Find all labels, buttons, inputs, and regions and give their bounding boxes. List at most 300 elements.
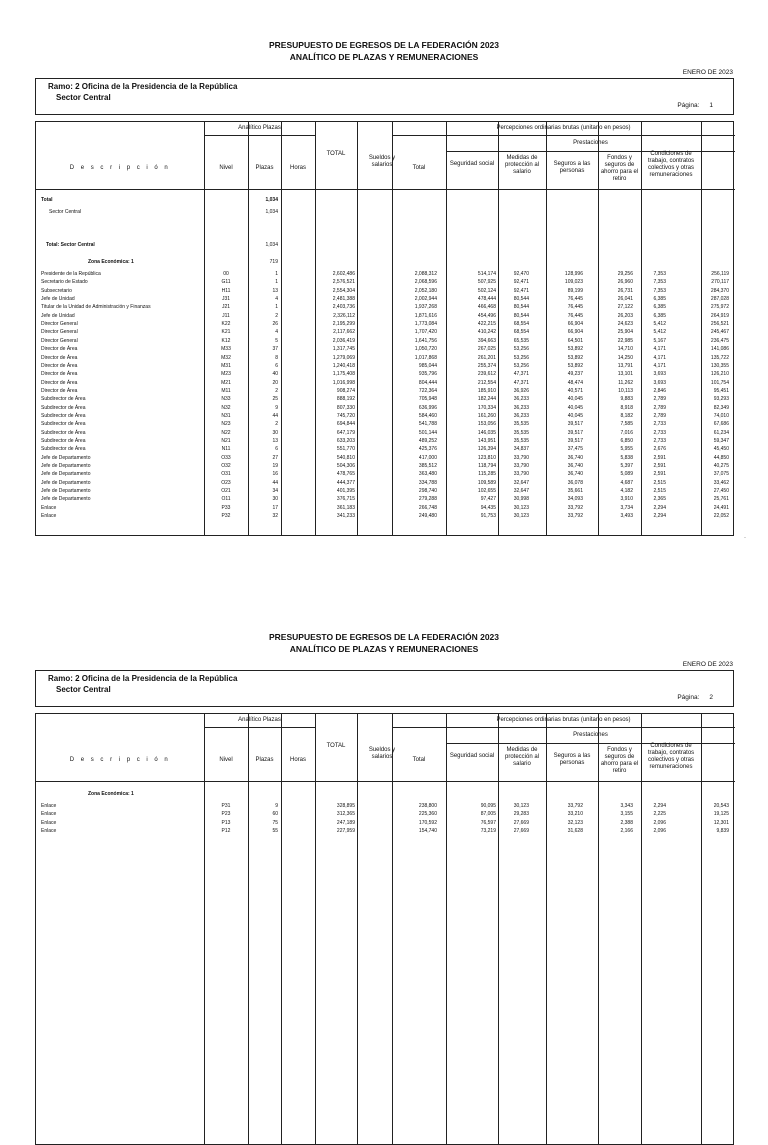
row-value: 47,371	[513, 379, 529, 386]
col-total: TOTAL	[326, 151, 346, 157]
row-description: Enlace	[41, 513, 57, 520]
row-description: Enlace	[41, 504, 57, 511]
col-sueldos: Sueldos y salarios	[368, 155, 396, 168]
report-date: ENERO DE 2023	[682, 69, 733, 76]
row-value: 633,203	[336, 438, 355, 444]
row-description: Subdirector de Área	[41, 429, 86, 436]
col-percepciones: Percepciones ordinarias brutas (unitario en pesos)	[496, 717, 631, 723]
table-row	[36, 504, 735, 512]
report-title: PRESUPUESTO DE EGRESOS DE LA FEDERACIÓN 2023	[268, 40, 500, 50]
row-value: 27	[272, 454, 278, 461]
row-description: Subdirector de Área	[41, 412, 86, 419]
table-row	[36, 420, 735, 428]
row-nivel: P31	[221, 803, 231, 809]
row-value: 25,761	[713, 496, 729, 503]
row-value: 182,244	[477, 396, 496, 403]
col-condiciones: Condiciones de trabajo, contratos colectivos y otras remuneraciones	[647, 743, 695, 770]
col-sueldos: Sueldos y salarios	[368, 747, 396, 760]
row-value: 264,919	[710, 312, 729, 319]
table-row	[36, 278, 735, 286]
row-value: 7,353	[653, 287, 666, 294]
row-value: 636,996	[418, 404, 437, 411]
row-value: 26,731	[617, 287, 633, 294]
row-value: 466,468	[477, 304, 496, 311]
row-description: Director de Área	[41, 387, 78, 394]
row-value: 478,444	[477, 296, 496, 303]
col-fondos: Fondos y seguros de ahorro para el retiro	[600, 747, 639, 774]
ramo-box	[35, 670, 734, 707]
row-value: 1,773,084	[414, 321, 437, 328]
row-value: 33,792	[567, 504, 583, 511]
row-value: 39,517	[567, 429, 583, 436]
row-value: 34,837	[513, 446, 529, 453]
row-value: 39,517	[567, 421, 583, 428]
col-horas: Horas	[289, 165, 306, 171]
row-value: 425,376	[418, 446, 437, 453]
total-sector-label: Total: Sector Central	[46, 242, 95, 248]
table-row	[36, 287, 735, 295]
col-ptotal: Total	[412, 165, 426, 171]
row-value: 312,365	[336, 811, 355, 818]
row-description: Enlace	[41, 811, 57, 818]
row-value: 745,720	[336, 412, 355, 419]
row-value: 27,450	[713, 488, 729, 495]
row-nivel: P13	[221, 819, 231, 826]
row-value: 76,597	[480, 819, 496, 826]
row-value: 92,470	[513, 271, 529, 277]
row-value: 507,925	[477, 279, 496, 286]
zona-row	[36, 258, 735, 266]
row-value: 13,101	[617, 371, 633, 378]
row-value: 68,554	[513, 321, 529, 328]
row-value: 154,740	[418, 828, 437, 835]
row-value: 5,397	[620, 463, 633, 470]
row-value: 126,394	[477, 446, 496, 453]
page-number: Página: 1	[677, 102, 713, 109]
zona-label: Zona Económica: 1	[88, 791, 134, 797]
table-row	[36, 328, 735, 336]
row-value: 363,480	[418, 471, 437, 478]
row-value: 239,612	[477, 371, 496, 378]
row-value: 2,789	[653, 412, 666, 419]
row-value: 91,753	[480, 513, 496, 520]
report-title: PRESUPUESTO DE EGRESOS DE LA FEDERACIÓN 2023	[268, 632, 500, 642]
row-value: 270,117	[711, 279, 729, 286]
row-value: 126,210	[710, 371, 729, 378]
row-description: Jefe de Departamento	[41, 479, 91, 486]
table-row	[36, 362, 735, 370]
row-value: 2,591	[653, 454, 666, 461]
table-row	[36, 437, 735, 445]
row-value: 66,904	[567, 329, 583, 336]
row-value: 410,242	[477, 329, 496, 336]
row-value: 1	[275, 271, 278, 277]
row-nivel: M21	[221, 379, 231, 386]
row-value: 109,589	[477, 479, 496, 486]
row-value: 123,810	[477, 454, 496, 461]
row-value: 33,790	[513, 463, 529, 470]
row-nivel: M32	[221, 354, 231, 361]
row-value: 53,892	[567, 362, 583, 369]
row-value: 3,910	[620, 496, 633, 503]
row-value: 2,515	[653, 488, 666, 495]
row-value: 27,669	[513, 828, 529, 835]
row-value: 80,544	[513, 312, 529, 319]
row-description: Jefe de Departamento	[41, 471, 91, 478]
row-value: 40,045	[567, 412, 583, 419]
row-value: 53,892	[567, 346, 583, 353]
row-value: 6,385	[653, 312, 666, 319]
row-value: 45,450	[713, 446, 729, 453]
data-table	[35, 713, 734, 1145]
row-value: 7,353	[653, 279, 666, 286]
table-row	[36, 303, 735, 311]
row-value: 328,895	[336, 803, 355, 809]
row-value: 2,846	[653, 387, 666, 394]
row-value: 82,349	[713, 404, 729, 411]
row-value: 361,183	[336, 504, 355, 511]
row-nivel: O21	[221, 488, 231, 495]
row-description: Enlace	[41, 803, 57, 809]
col-seguridad: Seguridad social	[449, 161, 495, 167]
col-nivel: Nivel	[219, 757, 233, 763]
row-value: 92,471	[513, 287, 529, 294]
row-value: 48,474	[567, 379, 583, 386]
row-value: 35,535	[513, 438, 529, 444]
row-value: 95,451	[713, 387, 729, 394]
page-mark: ·	[744, 535, 746, 541]
row-description: Subdirector de Área	[41, 421, 86, 428]
row-value: 2,481,388	[332, 296, 355, 303]
row-value: 33,790	[513, 471, 529, 478]
col-descripcion: D e s c r i p c i ó n	[69, 165, 171, 171]
row-value: 53,892	[567, 354, 583, 361]
summary-sector-row	[36, 208, 735, 216]
ramo-label: Ramo: 2 Oficina de la Presidencia de la República	[48, 674, 238, 683]
row-nivel: N23	[221, 421, 231, 428]
row-description: Director de Área	[41, 362, 78, 369]
row-value: 161,260	[477, 412, 496, 419]
table-row	[36, 810, 735, 818]
row-value: 2,733	[653, 429, 666, 436]
row-value: 59,347	[713, 438, 729, 444]
row-value: 76,445	[567, 312, 583, 319]
row-value: 36,926	[513, 387, 529, 394]
row-value: 128,996	[564, 271, 583, 277]
col-seguros: Seguros a las personas	[553, 161, 591, 174]
row-nivel: P33	[221, 504, 231, 511]
row-value: 1,871,616	[414, 312, 437, 319]
row-value: 6,385	[653, 296, 666, 303]
row-value: 5,089	[620, 471, 633, 478]
total-plazas: 1,034	[265, 197, 278, 203]
row-nivel: H11	[221, 287, 231, 294]
row-value: 68,554	[513, 329, 529, 336]
row-value: 170,334	[477, 404, 496, 411]
zona-row	[36, 790, 735, 798]
row-value: 12,301	[713, 819, 729, 826]
row-value: 22,985	[617, 337, 633, 344]
ramo-box	[35, 78, 734, 115]
row-description: Enlace	[41, 828, 57, 835]
row-value: 551,770	[336, 446, 355, 453]
row-value: 2,096	[653, 828, 666, 835]
row-nivel: K21	[221, 329, 231, 336]
row-value: 20,543	[713, 803, 729, 809]
row-value: 1	[275, 304, 278, 311]
row-value: 32	[272, 513, 278, 520]
row-value: 2,195,299	[332, 321, 355, 328]
row-value: 2	[275, 387, 278, 394]
row-value: 8,918	[620, 404, 633, 411]
row-value: 225,360	[418, 811, 437, 818]
row-value: 33,462	[713, 479, 729, 486]
row-value: 40,045	[567, 396, 583, 403]
col-condiciones: Condiciones de trabajo, contratos colectivos y otras remuneraciones	[647, 151, 695, 178]
row-value: 267,025	[477, 346, 496, 353]
row-value: 64,501	[567, 337, 583, 344]
row-value: 935,796	[418, 371, 437, 378]
row-nivel: 00	[223, 271, 229, 277]
row-value: 26,041	[617, 296, 633, 303]
row-value: 502,124	[477, 287, 496, 294]
row-value: 22,052	[713, 513, 729, 520]
row-value: 37	[272, 346, 278, 353]
data-table	[35, 121, 734, 536]
row-value: 13	[272, 287, 278, 294]
total-label: Total	[41, 197, 53, 203]
row-value: 25,904	[617, 329, 633, 336]
row-nivel: M31	[221, 362, 231, 369]
row-value: 13	[272, 438, 278, 444]
row-value: 4,171	[653, 354, 666, 361]
row-value: 2,676	[653, 446, 666, 453]
row-value: 2,388	[620, 819, 633, 826]
row-value: 4	[275, 329, 278, 336]
row-value: 501,144	[418, 429, 437, 436]
row-value: 25	[272, 396, 278, 403]
row-value: 75	[272, 819, 278, 826]
row-value: 40,045	[567, 404, 583, 411]
row-value: 2,733	[653, 421, 666, 428]
row-value: 53,256	[513, 354, 529, 361]
row-description: Subdirector de Área	[41, 446, 86, 453]
row-value: 376,715	[336, 496, 355, 503]
row-value: 36,233	[513, 396, 529, 403]
table-row	[36, 270, 735, 278]
row-value: 87,005	[480, 811, 496, 818]
summary-total-row	[36, 196, 735, 204]
row-value: 5,167	[653, 337, 666, 344]
row-value: 6,850	[620, 438, 633, 444]
row-value: 6,385	[653, 304, 666, 311]
row-value: 9,883	[620, 396, 633, 403]
table-row	[36, 462, 735, 470]
row-description: Director de Área	[41, 371, 78, 378]
col-nivel: Nivel	[219, 165, 233, 171]
row-value: 2,294	[653, 504, 666, 511]
row-description: Subdirector de Área	[41, 396, 86, 403]
row-value: 2,591	[653, 463, 666, 470]
row-value: 1,937,268	[414, 304, 437, 311]
col-analitico-plazas: Analítico Plazas	[238, 125, 281, 131]
row-value: 146,035	[477, 429, 496, 436]
row-nivel: P23	[221, 811, 231, 818]
row-value: 1,317,745	[332, 346, 355, 353]
row-value: 74,010	[713, 412, 729, 419]
row-nivel: O23	[221, 479, 231, 486]
row-value: 53,256	[513, 346, 529, 353]
row-nivel: J21	[221, 304, 231, 311]
table-row	[36, 312, 735, 320]
row-value: 33,790	[513, 454, 529, 461]
col-seguros: Seguros a las personas	[553, 753, 591, 766]
row-value: 341,233	[336, 513, 355, 520]
row-value: 2,068,596	[414, 279, 437, 286]
col-plazas: Plazas	[255, 757, 274, 763]
row-description: Presidente de la República	[41, 271, 101, 277]
col-total: TOTAL	[326, 743, 346, 749]
row-value: 109,023	[564, 279, 583, 286]
row-value: 2,365	[653, 496, 666, 503]
row-value: 1,240,418	[332, 362, 355, 369]
row-value: 30,123	[513, 803, 529, 809]
row-value: 19,125	[713, 811, 729, 818]
row-value: 66,904	[567, 321, 583, 328]
zona-label: Zona Económica: 1	[88, 259, 134, 265]
row-value: 135,722	[710, 354, 729, 361]
col-fondos: Fondos y seguros de ahorro para el retiro	[600, 155, 639, 182]
row-description: Director de Área	[41, 379, 78, 386]
row-description: Director de Área	[41, 354, 78, 361]
row-value: 80,544	[513, 296, 529, 303]
row-nivel: J11	[222, 312, 230, 319]
row-description: Jefe de Unidad	[41, 296, 75, 303]
row-value: 2,117,662	[333, 329, 355, 336]
row-value: 8,182	[620, 412, 633, 419]
row-value: 985,044	[418, 362, 437, 369]
row-value: 36,078	[567, 479, 583, 486]
row-value: 36,233	[513, 412, 529, 419]
row-value: 489,252	[418, 438, 437, 444]
report-subtitle: ANALÍTICO DE PLAZAS Y REMUNERACIONES	[289, 52, 479, 62]
row-value: 102,655	[477, 488, 496, 495]
row-value: 27,669	[513, 819, 529, 826]
row-description: Director General	[41, 329, 78, 336]
row-description: Jefe de Departamento	[41, 496, 91, 503]
row-value: 236,475	[710, 337, 729, 344]
sector-label: Sector Central	[56, 685, 111, 694]
table-row	[36, 354, 735, 362]
row-value: 39,517	[567, 438, 583, 444]
row-value: 94,435	[480, 504, 496, 511]
col-plazas: Plazas	[255, 165, 274, 171]
row-description: Subdirector de Área	[41, 438, 86, 444]
row-value: 7,353	[653, 271, 666, 277]
row-value: 2,591	[653, 471, 666, 478]
row-value: 20	[272, 379, 278, 386]
row-value: 1,016,998	[332, 379, 355, 386]
row-value: 2,789	[653, 404, 666, 411]
col-medidas: Medidas de protección al salario	[504, 747, 540, 767]
row-value: 227,959	[336, 828, 355, 835]
row-value: 153,056	[477, 421, 496, 428]
row-value: 5,412	[653, 329, 666, 336]
row-value: 245,467	[710, 329, 729, 336]
row-value: 2,225	[653, 811, 666, 818]
report-subtitle: ANALÍTICO DE PLAZAS Y REMUNERACIONES	[289, 644, 479, 654]
table-row	[36, 320, 735, 328]
row-nivel: O11	[221, 496, 231, 503]
row-value: 33,210	[567, 811, 583, 818]
row-value: 394,663	[477, 337, 496, 344]
row-value: 284,370	[710, 287, 729, 294]
row-value: 1,279,069	[332, 354, 355, 361]
table-row	[36, 370, 735, 378]
row-value: 30,123	[513, 513, 529, 520]
row-value: 417,000	[418, 454, 437, 461]
row-value: 30	[272, 429, 278, 436]
row-value: 93,293	[713, 396, 729, 403]
page-number: Página: 2	[677, 694, 713, 701]
table-row	[36, 379, 735, 387]
row-value: 2	[275, 312, 278, 319]
row-value: 11,262	[618, 379, 633, 386]
row-value: 14,710	[617, 346, 633, 353]
col-prestaciones: Prestaciones	[573, 140, 608, 146]
row-value: 2,002,944	[414, 296, 437, 303]
row-value: 17	[272, 504, 278, 511]
row-value: 4,182	[620, 488, 633, 495]
row-value: 7,016	[620, 429, 633, 436]
row-value: 9	[275, 803, 278, 809]
row-value: 2,576,521	[332, 279, 355, 286]
row-description: Jefe de Departamento	[41, 463, 91, 470]
row-nivel: N33	[221, 396, 231, 403]
row-value: 40,571	[567, 387, 583, 394]
row-nivel: M23	[221, 371, 231, 378]
col-percepciones: Percepciones ordinarias brutas (unitario en pesos)	[496, 125, 631, 131]
row-value: 35,535	[513, 421, 529, 428]
row-value: 266,748	[418, 504, 437, 511]
row-value: 9,839	[716, 828, 729, 835]
row-value: 118,794	[478, 463, 496, 470]
row-value: 24,623	[617, 321, 633, 328]
row-value: 256,119	[711, 271, 729, 277]
row-description: Director General	[41, 321, 78, 328]
row-value: 33,792	[567, 803, 583, 809]
table-row	[36, 819, 735, 827]
row-value: 454,496	[477, 312, 496, 319]
row-value: 5,955	[620, 446, 633, 453]
row-value: 35,661	[567, 488, 583, 495]
row-value: 76,445	[567, 304, 583, 311]
table-row	[36, 429, 735, 437]
row-value: 26,960	[617, 279, 633, 286]
row-value: 7,585	[620, 421, 633, 428]
row-value: 141,086	[710, 346, 729, 353]
row-value: 804,444	[418, 379, 437, 386]
table-row	[36, 295, 735, 303]
row-value: 2,403,736	[332, 304, 355, 311]
row-value: 76,445	[567, 296, 583, 303]
row-value: 212,554	[477, 379, 496, 386]
col-ptotal: Total	[412, 757, 426, 763]
row-value: 4,171	[653, 362, 666, 369]
table-row	[36, 404, 735, 412]
table-row	[36, 512, 735, 520]
table-row	[36, 337, 735, 345]
